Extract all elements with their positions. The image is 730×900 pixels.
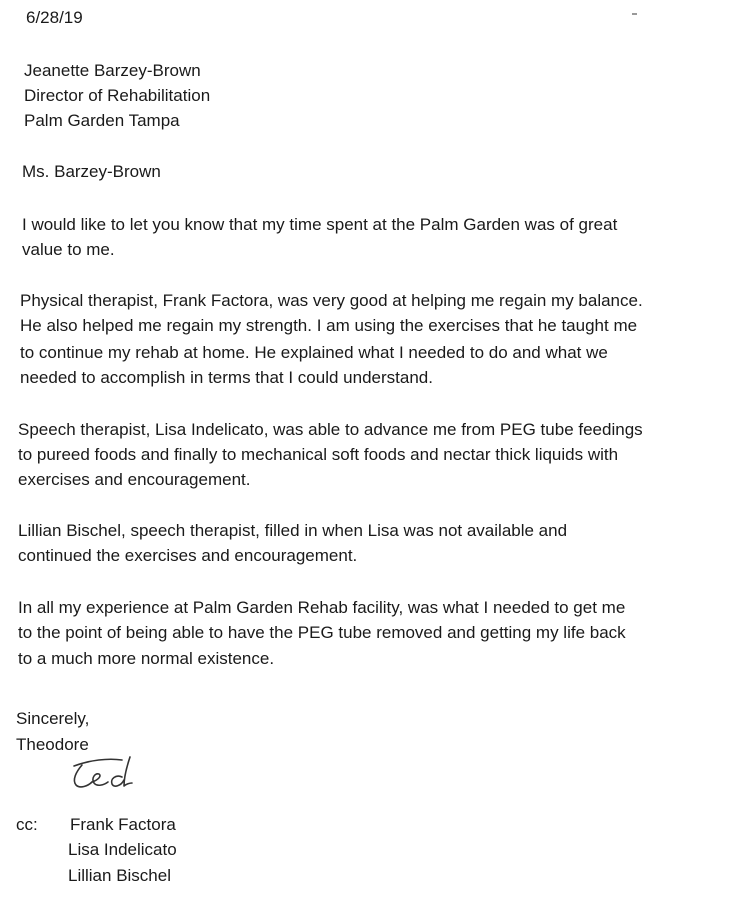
body-line: Lillian Bischel, speech therapist, filled in when Lisa was not available and	[18, 521, 568, 540]
recipient-organization: Palm Garden Tampa	[24, 111, 180, 130]
body-line: value to me.	[22, 240, 115, 259]
cc-recipient: Frank Factora	[70, 815, 176, 834]
body-line: to the point of being able to have the PEG tube removed and getting my life back	[18, 623, 626, 642]
recipient-title: Director of Rehabilitation	[24, 86, 211, 105]
body-line: I would like to let you know that my time spent at the Palm Garden was of great	[22, 215, 618, 234]
body-line: In all my experience at Palm Garden Rehab facility, was what I needed to get me	[18, 598, 626, 617]
sender-name: Theodore	[16, 735, 89, 754]
body-line: continued the exercises and encouragement.	[18, 546, 358, 565]
salutation: Ms. Barzey-Brown	[22, 162, 161, 181]
recipient-name: Jeanette Barzey-Brown	[24, 61, 201, 80]
closing: Sincerely,	[16, 709, 90, 728]
body-line: to a much more normal existence.	[18, 649, 275, 668]
body-line: Speech therapist, Lisa Indelicato, was able to advance me from PEG tube feedings	[18, 420, 643, 439]
cc-recipient: Lillian Bischel	[68, 866, 171, 885]
body-line: exercises and encouragement.	[18, 470, 251, 489]
handwritten-signature	[64, 752, 174, 798]
letter-date: 6/28/19	[26, 8, 83, 27]
scan-mark	[632, 13, 637, 15]
body-line: He also helped me regain my strength. I am using the exercises that he taught me	[20, 316, 638, 335]
cc-recipient: Lisa Indelicato	[68, 840, 177, 859]
body-line: needed to accomplish in terms that I could understand.	[20, 368, 433, 387]
body-line: to continue my rehab at home. He explained what I needed to do and what we	[20, 343, 608, 362]
body-line: Physical therapist, Frank Factora, was very good at helping me regain my balance.	[20, 291, 643, 310]
cc-label: cc:	[16, 815, 38, 834]
body-line: to pureed foods and finally to mechanical soft foods and nectar thick liquids with	[18, 445, 619, 464]
